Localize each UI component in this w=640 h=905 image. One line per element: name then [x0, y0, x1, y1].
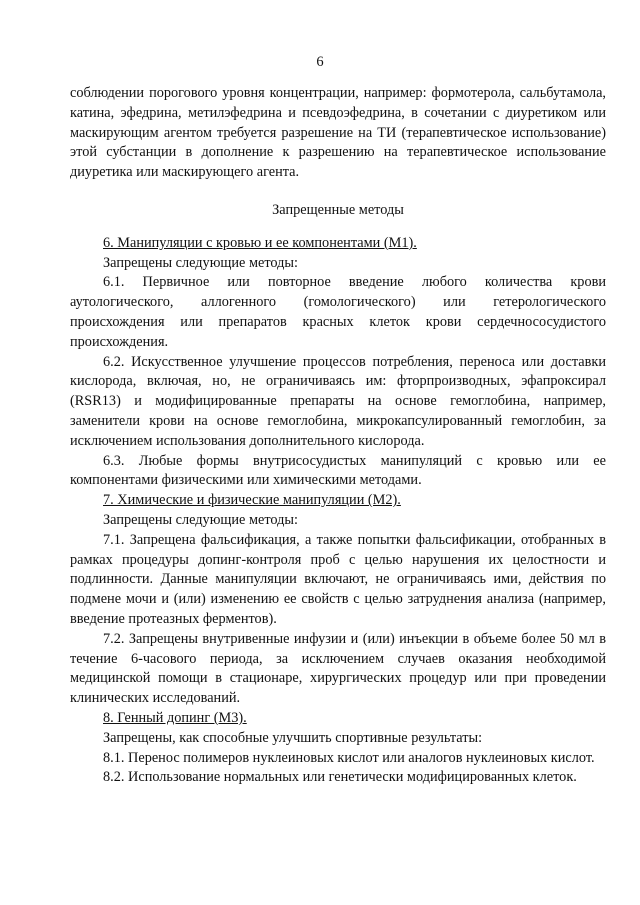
list-item: 6.3. Любые формы внутрисосудистых манипуляций с кровью или ее компонентами физическими или химическими методами. [70, 452, 606, 489]
list-item: 6.2. Искусственное улучшение процессов потребления, переноса или доставки кислорода, включая, но, не ограничиваясь им: фторпроизводных, эфапроксирал (RSR13) и модифицированные препараты на основе гемоглобина, например, заменители крови на основе гемоглобина, микрокапсулированный гемоглобин, за исключением использования дополнительного кислорода. [70, 353, 606, 449]
intro-paragraph: соблюдении порогового уровня концентрации, например: формотерола, сальбутамола, катина, эфедрина, метилэфедрина и псевдоэфедрина, в сочетании с диуретиком или маскирующим агентом требуется разрешение на ТИ (терапевтическое использование) этой субстанции в дополнение к разрешению на терапевтическое использование диуретика или маскирующего агента. [70, 85, 606, 181]
section-m3 [70, 709, 606, 788]
section-heading: 7. Химические и физические манипуляции (M2). [103, 492, 401, 509]
list-item: 7.2. Запрещены внутривенные инфузии и (или) инъекции в объеме более 50 мл в течение 6-часового периода, за исключением случаев оказания необходимой медицинской помощи в стационаре, хирургических процедур или при проведении клинических исследований. [70, 630, 606, 707]
document-body [70, 84, 606, 788]
list-item: 7.1. Запрещена фальсификация, а также попытки фальсификации, отобранных в рамках процедуры допинг-контроля проб с целью нарушения их целостности и подлинности. Данные манипуляции включают, не ограничиваясь ими, действия по подмене мочи и (или) изменению ее свойств с целью затруднения анализа (например, введение протеазных ферментов). [70, 531, 606, 627]
list-item: 8.1. Перенос полимеров нуклеиновых кислот или аналогов нуклеиновых кислот. [103, 749, 595, 766]
list-item: 8.2. Использование нормальных или генетически модифицированных клеток. [103, 769, 577, 786]
section-heading: 8. Генный допинг (M3). [103, 709, 247, 726]
section-lead: Запрещены, как способные улучшить спортивные результаты: [103, 729, 483, 746]
section-lead: Запрещены следующие методы: [103, 511, 299, 528]
page-number: 6 [316, 54, 324, 70]
section-m2 [70, 491, 606, 709]
section-lead: Запрещены следующие методы: [103, 254, 299, 271]
section-heading: 6. Манипуляции с кровью и ее компонентами (M1). [103, 234, 417, 251]
list-item: 6.1. Первичное или повторное введение любого количества крови аутологического, аллогенного (гомологического) или гетерологического происхождения или препаратов красных клеток крови сердечнососудистого происхождения. [70, 274, 606, 350]
methods-heading: Запрещенные методы [272, 201, 404, 218]
section-m1 [70, 234, 606, 491]
